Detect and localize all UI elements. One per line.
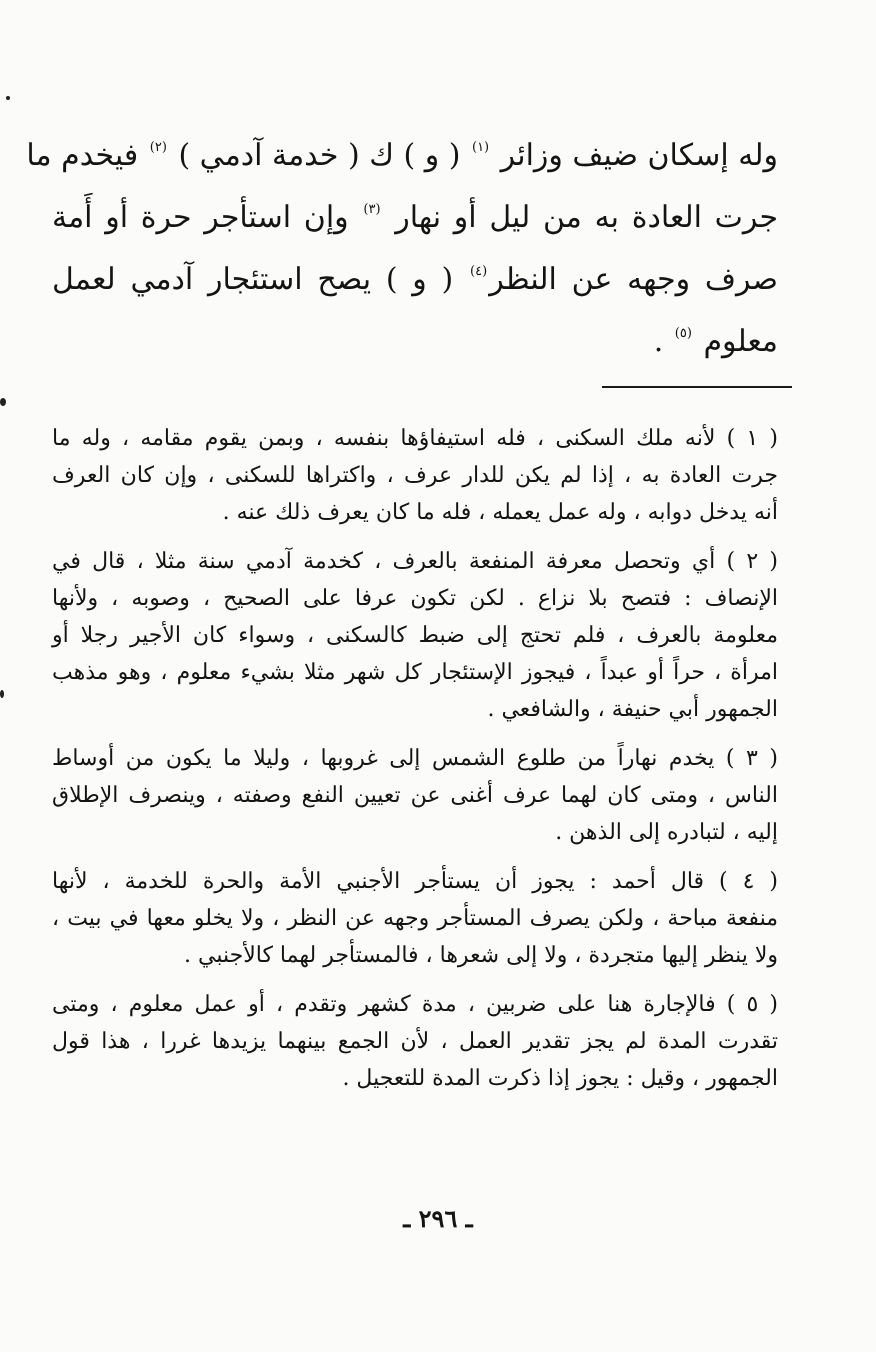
footnote-4 xyxy=(52,863,778,974)
footnote-line: أنه يدخل دوابه ، وله عمل يعمله ، فله ما كان يعرف ذلك عنه . xyxy=(222,500,778,525)
main-text-line: وله إسكان ضيف وزائر $^{(١)}$ ( و ) ك ( خدمة آدمي ) $^{(٢)}$ فيخدم ما xyxy=(26,138,778,173)
scan-speck xyxy=(6,96,10,100)
main-text-line: جرت العادة به من ليل أو نهار $^{(٣)}$ وإن استأجر حرة أو أَمة xyxy=(52,200,778,235)
footnote-ref-4: (٤) xyxy=(470,264,488,279)
footnote-ref-2: (٢) xyxy=(149,140,167,155)
footnote-ref-5: (٥) xyxy=(674,326,692,341)
main-text-line: معلوم $^{(٥)}$ . xyxy=(653,324,778,359)
footnote-line: الناس ، ومتى كان لهما عرف أغنى عن تعيين النفع وصفته ، وينصرف الإطلاق xyxy=(52,783,778,808)
footnote-line: جرت العادة به ، إذا لم يكن للدار عرف ، واكتراها للسكنى ، وإن كان العرف xyxy=(52,463,778,488)
footnote-line: الجمهور أبي حنيفة ، والشافعي . xyxy=(487,697,778,722)
footnote-5 xyxy=(52,986,778,1097)
footnote-ref-1: (١) xyxy=(471,140,490,155)
footnote-line: الإنصاف : فتصح بلا نزاع . لكن تكون عرفا على الصحيح ، وصوبه ، ولأنها xyxy=(52,586,778,611)
footnote-line: ولا ينظر إليها متجردة ، ولا إلى شعرها ، فالمستأجر لهما كالأجنبي . xyxy=(184,943,778,968)
footnote-line: معلومة بالعرف ، فلم تحتج إلى ضبط كالسكنى ، وسواء كان الأجير رجلا أو xyxy=(52,623,778,648)
footnote-line: ( ٥ ) فالإجارة هنا على ضربين ، مدة كشهر وتقدم ، أو عمل معلوم ، ومتى xyxy=(52,992,778,1017)
footnote-ref-3: (٣) xyxy=(363,202,381,217)
footnote-separator xyxy=(602,386,792,388)
footnote-line: امرأة ، حراً أو عبداً ، فيجوز الإستئجار كل شهر مثلا بشيء معلوم ، وهو مذهب xyxy=(52,660,778,685)
footnote-line: منفعة مباحة ، ولكن يصرف المستأجر وجهه عن النظر ، ولا يخلو معها في بيت ، xyxy=(52,906,778,931)
footnote-line: إليه ، لتبادره إلى الذهن . xyxy=(555,820,778,845)
scan-speck xyxy=(0,690,4,698)
footnote-1 xyxy=(52,420,778,531)
main-text-line: صرف وجهه عن النظر$^{(٤)}$ ( و ) يصح استئجار آدمي لعمل xyxy=(52,262,778,297)
footnote-line: الجمهور ، وقيل : يجوز إذا ذكرت المدة للتعجيل . xyxy=(342,1066,778,1091)
footnote-line: تقدرت المدة لم يجز تقدير العمل ، لأن الجمع بينهما يزيدها غررا ، هذا قول xyxy=(52,1029,778,1054)
page-number: ـ ٢٩٦ ـ xyxy=(403,1204,473,1233)
footnote-line: ( ٢ ) أي وتحصل معرفة المنفعة بالعرف ، كخدمة آدمي سنة مثلا ، قال في xyxy=(52,549,778,574)
footnote-line: ( ٣ ) يخدم نهاراً من طلوع الشمس إلى غروبها ، وليلا ما يكون من أوساط xyxy=(52,746,779,771)
scan-speck xyxy=(0,398,6,406)
footnote-2 xyxy=(52,543,778,728)
main-text xyxy=(26,125,778,373)
footnote-line: ( ١ ) لأنه ملك السكنى ، فله استيفاؤها بنفسه ، وبمن يقوم مقامه ، وله ما xyxy=(52,426,779,451)
footnotes xyxy=(52,420,778,1109)
footnote-line: ( ٤ ) قال أحمد : يجوز أن يستأجر الأجنبي الأمة والحرة للخدمة ، لأنها xyxy=(52,869,778,894)
footnote-3 xyxy=(52,740,778,851)
